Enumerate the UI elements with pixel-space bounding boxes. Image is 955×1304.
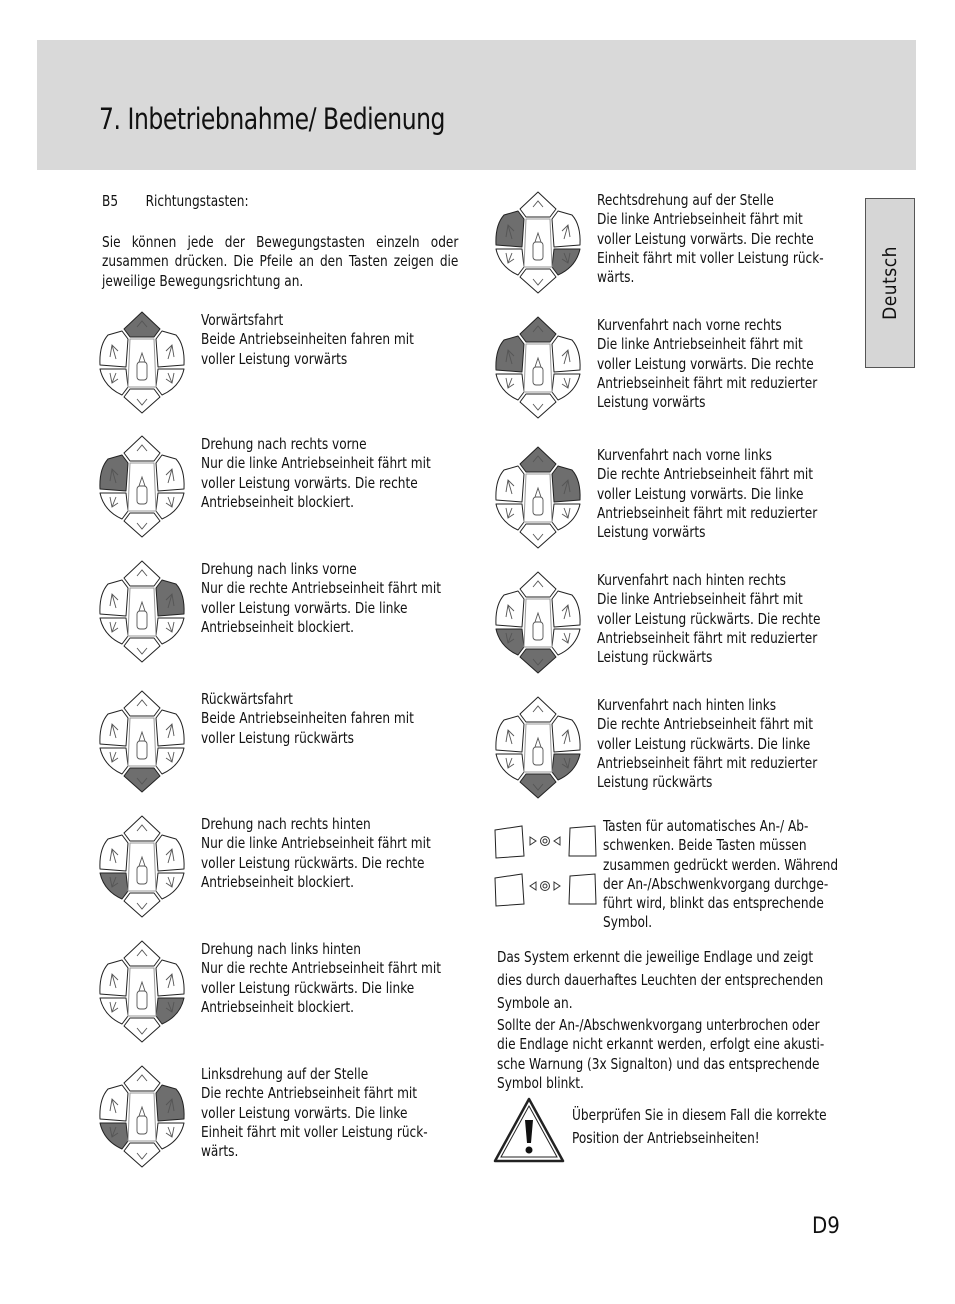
item-text-line: Antriebseinheit blockiert.: [201, 492, 355, 511]
item-text-line: Die rechte Antriebseinheit fährt mit: [597, 465, 814, 484]
item-text-line: voller Leistung rückwärts. Die linke: [201, 978, 415, 997]
item-text-line: Die linke Antriebseinheit fährt mit: [597, 210, 803, 229]
pad-up-button: [124, 816, 160, 841]
item-text-line: wärts.: [201, 1142, 239, 1161]
pad-down-button: [124, 513, 160, 537]
item-title: Drehung nach links vorne: [201, 560, 357, 578]
pad-up-right-button: [552, 466, 580, 502]
pad-up-right-button: [156, 835, 184, 871]
endlage-paragraph: [497, 946, 823, 1015]
text-line: zusammen gedrückt werden. Während: [603, 855, 839, 874]
right-item-description: [597, 191, 824, 287]
intro-line: Sie können jede der Bewegungstasten einzeln oder: [102, 233, 459, 251]
right-item-description: [597, 446, 817, 542]
pad-up-left-button: [496, 716, 524, 752]
item-title: Kurvenfahrt nach hinten rechts: [597, 571, 786, 589]
warning-triangle-icon: [492, 1096, 566, 1164]
item-text-line: Leistung vorwärts: [597, 523, 706, 542]
interrupt-paragraph: [497, 1016, 824, 1093]
pad-down-button: [124, 638, 160, 662]
section-title: Richtungstasten:: [145, 192, 249, 210]
left-item-description: [201, 690, 414, 748]
left-item-description: [201, 311, 414, 369]
text-line: dies durch dauerhaftes Leuchten der entsprechenden: [497, 971, 824, 989]
left-direction-pad-icon: [94, 811, 190, 921]
item-title: Rückwärtsfahrt: [201, 690, 293, 708]
item-text-line: Antriebseinheit blockiert.: [201, 997, 355, 1016]
item-text-line: Beide Antriebseinheiten fahren mit: [201, 709, 414, 728]
item-text-line: voller Leistung vorwärts. Die rechte: [597, 354, 814, 373]
text-line: sche Warnung (3x Signalton) und das entsprechende: [497, 1054, 820, 1073]
item-text-line: Nur die rechte Antriebseinheit fährt mit: [201, 579, 442, 598]
intro-paragraph: [102, 233, 458, 291]
text-line: Symbol.: [603, 913, 653, 932]
pad-up-left-button: [496, 591, 524, 627]
pad-up-button: [520, 447, 556, 472]
item-text-line: Die linke Antriebseinheit fährt mit: [597, 335, 803, 354]
pad-up-right-button: [156, 960, 184, 996]
pad-up-left-button: [100, 710, 128, 746]
right-direction-pad-icon: [490, 442, 586, 552]
pad-up-left-button: [100, 455, 128, 491]
item-text-line: Nur die linke Antriebseinheit fährt mit: [201, 454, 431, 473]
item-text-line: Die linke Antriebseinheit fährt mit: [597, 590, 803, 609]
text-line: führt wird, blinkt das entsprechende: [603, 894, 824, 913]
item-title: Vorwärtsfahrt: [201, 311, 284, 329]
left-direction-pad-icon: [94, 556, 190, 666]
text-line: Das System erkennt die jeweilige Endlage und zeigt: [497, 948, 814, 966]
language-tab-label: Deutsch: [879, 246, 901, 320]
right-direction-pad-icon: [490, 567, 586, 677]
pad-up-right-button: [552, 591, 580, 627]
item-title: Kurvenfahrt nach hinten links: [597, 696, 777, 714]
pad-up-button: [520, 697, 556, 722]
item-text-line: Antriebseinheit blockiert.: [201, 872, 355, 891]
item-text-line: Antriebseinheit blockiert.: [201, 617, 355, 636]
pad-up-right-button: [156, 331, 184, 367]
warning-text: [572, 1104, 827, 1150]
pad-up-right-button: [552, 336, 580, 372]
pad-up-button: [124, 941, 160, 966]
pad-down-button: [124, 1018, 160, 1042]
section-number: B5: [102, 192, 119, 210]
pad-up-right-button: [156, 1085, 184, 1121]
item-text-line: voller Leistung vorwärts. Die linke: [201, 1103, 408, 1122]
text-line: der An-/Abschwenkvorgang durchge-: [603, 874, 829, 893]
pad-down-button: [124, 389, 160, 413]
pad-up-left-button: [100, 331, 128, 367]
language-tab: [865, 198, 915, 368]
pad-up-button: [124, 1066, 160, 1091]
item-title: Kurvenfahrt nach vorne rechts: [597, 316, 782, 334]
intro-line: jeweilige Bewegungsrichtung an.: [102, 271, 304, 290]
left-item-description: [201, 1065, 428, 1161]
item-text-line: Nur die linke Antriebseinheit fährt mit: [201, 834, 431, 853]
text-line: Position der Antriebseinheiten!: [572, 1129, 760, 1147]
item-text-line: Antriebseinheit fährt mit reduzierter: [597, 373, 818, 392]
right-item-description: [597, 316, 817, 412]
item-text-line: Leistung rückwärts: [597, 648, 713, 667]
item-text-line: voller Leistung vorwärts. Die linke: [201, 598, 408, 617]
pad-down-button: [124, 1143, 160, 1167]
pad-down-button: [520, 394, 556, 418]
swivel-buttons-illustration: [490, 822, 600, 912]
pad-up-left-button: [496, 211, 524, 247]
pad-down-button: [520, 524, 556, 548]
item-text-line: Antriebseinheit fährt mit reduzierter: [597, 753, 818, 772]
text-line: Symbol blinkt.: [497, 1073, 584, 1092]
left-direction-pad-icon: [94, 1061, 190, 1171]
pad-down-button: [124, 893, 160, 917]
left-direction-pad-icon: [94, 307, 190, 417]
pad-up-left-button: [496, 336, 524, 372]
pad-up-right-button: [156, 710, 184, 746]
text-line: Sollte der An-/Abschwenkvorgang unterbrochen oder: [497, 1016, 820, 1034]
item-title: Drehung nach rechts hinten: [201, 815, 371, 833]
pad-down-button: [520, 774, 556, 798]
item-text-line: voller Leistung rückwärts. Die linke: [597, 734, 811, 753]
intro-line: zusammen drücken. Die Pfeile an den Tasten zeigen die: [102, 252, 459, 271]
pad-down-button: [520, 649, 556, 673]
item-text-line: voller Leistung rückwärts: [201, 728, 354, 747]
item-title: Drehung nach links hinten: [201, 940, 361, 958]
pad-up-button: [124, 561, 160, 586]
item-text-line: Leistung vorwärts: [597, 393, 706, 412]
text-line: Symbole an.: [497, 994, 573, 1012]
item-text-line: Antriebseinheit fährt mit reduzierter: [597, 503, 818, 522]
header-bar: [37, 40, 916, 170]
pad-up-right-button: [552, 716, 580, 752]
item-text-line: voller Leistung vorwärts. Die rechte: [597, 229, 814, 248]
text-line: die Endlage nicht erkannt werden, erfolgt eine akusti-: [497, 1035, 825, 1054]
item-text-line: voller Leistung rückwärts. Die rechte: [597, 609, 821, 628]
page-title: 7. Inbetriebnahme/ Bedienung: [99, 102, 446, 136]
left-item-description: [201, 815, 431, 892]
text-line: schwenken. Beide Tasten müssen: [603, 836, 807, 855]
pad-up-left-button: [100, 1085, 128, 1121]
pad-up-left-button: [496, 466, 524, 502]
item-text-line: Einheit fährt mit voller Leistung rück-: [597, 248, 824, 267]
item-text-line: wärts.: [597, 268, 635, 287]
pad-up-left-button: [100, 835, 128, 871]
item-text-line: Leistung rückwärts: [597, 773, 713, 792]
right-direction-pad-icon: [490, 187, 586, 297]
page-number: D9: [812, 1214, 840, 1239]
item-text-line: Einheit fährt mit voller Leistung rück-: [201, 1122, 428, 1141]
item-text-line: Nur die rechte Antriebseinheit fährt mit: [201, 959, 442, 978]
text-line: Tasten für automatisches An-/ Ab-: [603, 817, 809, 835]
left-direction-pad-icon: [94, 936, 190, 1046]
left-item-description: [201, 435, 431, 512]
item-text-line: Antriebseinheit fährt mit reduzierter: [597, 628, 818, 647]
pad-up-right-button: [156, 455, 184, 491]
item-text-line: voller Leistung rückwärts. Die rechte: [201, 853, 425, 872]
item-text-line: voller Leistung vorwärts. Die linke: [597, 484, 804, 503]
left-item-description: [201, 940, 441, 1017]
right-item-description: [597, 571, 821, 667]
left-item-description: [201, 560, 441, 637]
pad-up-left-button: [100, 960, 128, 996]
pad-up-button: [520, 572, 556, 597]
item-text-line: Beide Antriebseinheiten fahren mit: [201, 330, 414, 349]
pad-up-button: [124, 691, 160, 716]
item-text-line: Die rechte Antriebseinheit fährt mit: [597, 715, 814, 734]
pad-up-button: [520, 192, 556, 217]
swivel-description: [603, 817, 838, 933]
item-title: Rechtsdrehung auf der Stelle: [597, 191, 774, 209]
pad-up-button: [520, 317, 556, 342]
pad-up-right-button: [552, 211, 580, 247]
item-title: Linksdrehung auf der Stelle: [201, 1065, 369, 1083]
pad-up-button: [124, 436, 160, 461]
pad-up-right-button: [156, 580, 184, 616]
item-text-line: voller Leistung vorwärts. Die rechte: [201, 473, 418, 492]
item-title: Drehung nach rechts vorne: [201, 435, 367, 453]
right-direction-pad-icon: [490, 692, 586, 802]
pad-down-button: [124, 768, 160, 792]
item-title: Kurvenfahrt nach vorne links: [597, 446, 772, 464]
item-text-line: voller Leistung vorwärts: [201, 349, 348, 368]
pad-down-button: [520, 269, 556, 293]
text-line: Überprüfen Sie in diesem Fall die korrekte: [572, 1106, 827, 1124]
pad-up-button: [124, 312, 160, 337]
section-heading: [102, 192, 249, 210]
pad-up-left-button: [100, 580, 128, 616]
right-direction-pad-icon: [490, 312, 586, 422]
right-item-description: [597, 696, 817, 792]
left-direction-pad-icon: [94, 431, 190, 541]
item-text-line: Die rechte Antriebseinheit fährt mit: [201, 1084, 418, 1103]
left-direction-pad-icon: [94, 686, 190, 796]
